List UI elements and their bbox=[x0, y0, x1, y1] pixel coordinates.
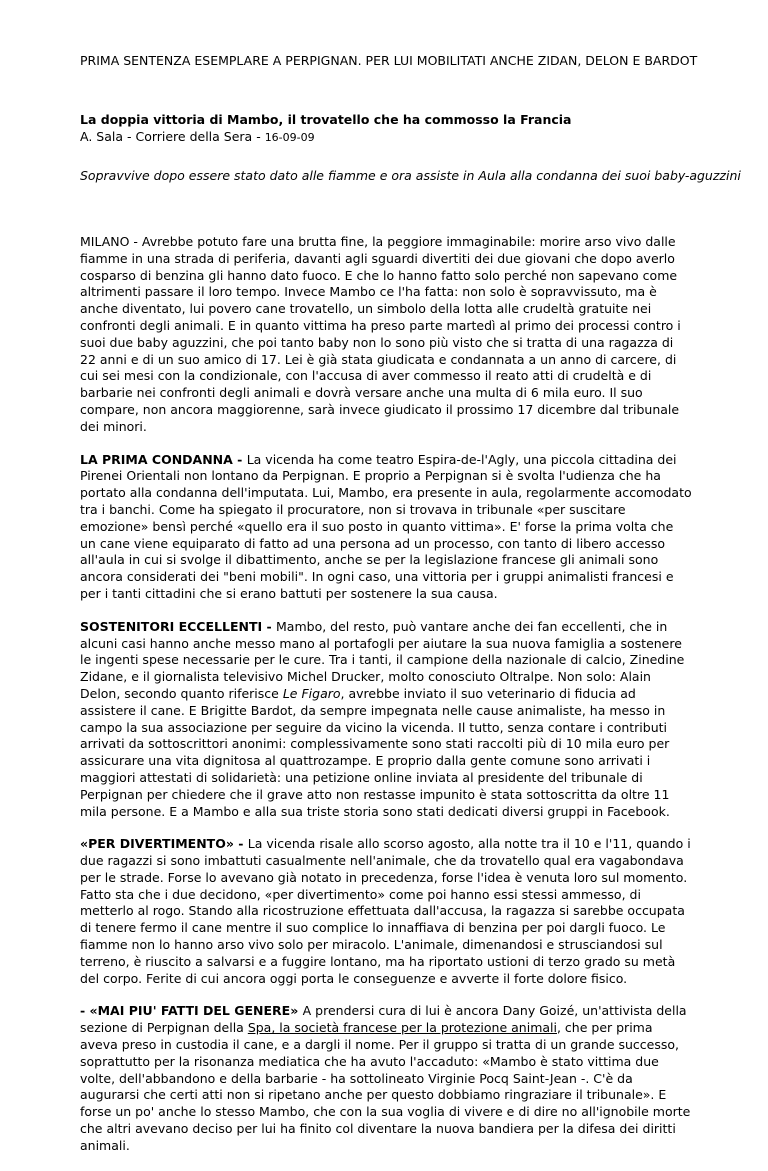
article-body bbox=[80, 234, 692, 1171]
publication-name: Le Figaro bbox=[282, 685, 341, 701]
article-title: La doppia vittoria di Mambo, il trovatello che ha commosso la Francia bbox=[80, 112, 572, 127]
paragraph-divertimento bbox=[80, 836, 692, 987]
paragraph-text: Mambo, del resto, può vantare anche dei fan eccellenti, che in alcuni casi hanno anche messo mano al portafogli per aiutare la sua nuova famiglia a sostenere le ingenti spese necessarie per le cure. Tra i tanti, il campione della nazionale di calcio, Zinedine Zidane, e il giornalista televisivo Michel Drucker, molto conosciuto Oltralpe. Non solo: Alain Delon, secondo quanto riferisce bbox=[80, 618, 685, 701]
byline-author: A. Sala - Corriere della Sera - bbox=[80, 129, 265, 144]
section-heading: - «MAI PIU' FATTI DEL GENERE» bbox=[80, 1003, 303, 1019]
paragraph-text: A prendersi cura di lui è ancora Dany Goizé, un'attivista della sezione di Perpignan della bbox=[80, 1003, 687, 1036]
paragraph-prima-condanna bbox=[80, 452, 692, 603]
paragraph-sostenitori bbox=[80, 619, 692, 821]
article-date: 16-09-09 bbox=[264, 131, 315, 144]
paragraph-mai-piu bbox=[80, 1003, 692, 1154]
spa-link[interactable]: Spa, la società francese per la protezione animali bbox=[247, 1020, 557, 1036]
section-heading: SOSTENITORI ECCELLENTI - bbox=[80, 618, 277, 634]
article-kicker: PRIMA SENTENZA ESEMPLARE A PERPIGNAN. PER LUI MOBILITATI ANCHE ZIDAN, DELON E BARDOT bbox=[80, 53, 698, 68]
paragraph-text: La vicenda ha come teatro Espira-de-l'Agly, una piccola cittadina dei Pirenei Orientali non lontano da Perpignan. E proprio a Perpignan si è svolta l'udienza che ha portato alla condanna dell'imputata. Lui, Mambo, era presente in aula, regolarmente accomodato tra i banchi. Come ha spiegato il procuratore, non si trovava in tribunale «per suscitare emozione» bensì perché «quello era il suo posto in quanto vittima». E' forse la prima volta che un cane viene equiparato di fatto ad una persona ad un processo, con tanto di libero accesso all'aula in cui si svolge il dibattimento, anche se per la legislazione francese gli animali sono ancora considerati dei "beni mobili". In ogni caso, una vittoria per i gruppi animalisti francesi e per i tanti cittadini che si erano battuti per sostenere la sua causa. bbox=[80, 451, 692, 601]
paragraph-intro: MILANO - Avrebbe potuto fare una brutta fine, la peggiore immaginabile: morire arso vivo dalle fiamme in una strada di periferia, davanti agli sguardi divertiti dei due giovani che dopo averlo cosparso di benzina gli hanno dato fuoco. E che lo hanno fatto solo perché non sapevano come altrimenti passare il loro tempo. Invece Mambo ce l'ha fatta: non solo è sopravvissuto, ma è anche diventato, lui povero cane trovatello, un simbolo della lotta alle crudeltà gratuite nei confronti degli animali. E in quanto vittima ha preso parte martedì al primo dei processi contro i suoi due baby aguzzini, che poi tanto baby non lo sono più visto che si tratta di una ragazza di 22 anni e di un suo amico di 17. Lei è già stata giudicata e condannata a un anno di carcere, di cui sei mesi con la condizionale, con l'accusa di aver commesso il reato atti di crudeltà e di barbarie nei confronti degli animali e dovrà versare anche una multa di 6 mila euro. Il suo compare, non ancora maggiorenne, sarà invece giudicato il prossimo 17 dicembre dal tribunale dei minori. bbox=[80, 234, 681, 434]
section-heading: «PER DIVERTIMENTO» - bbox=[80, 836, 248, 852]
paragraph-text: La vicenda risale allo scorso agosto, alla notte tra il 10 e l'11, quando i due ragazzi si sono imbattuti casualmente nell'animale, che da trovatello qual era vagabondava per le strade. Forse lo avevano già notato in precedenza, forse l'idea è venuta loro sul momento. Fatto sta che i due decidono, «per divertimento» come poi hanno essi stessi ammesso, di metterlo al rogo. Stando alla ricostruzione effettuata dall'accusa, la ragazza si sarebbe occupata di tenere fermo il cane mentre il suo complice lo innaffiava di benzina per poi dargli fuoco. Le fiamme non lo hanno arso vivo solo per miracolo. L'animale, dimenandosi e strusciandosi sul terreno, è riuscito a salvarsi e a fuggire lontano, ma ha riportato ustioni di terzo grado su metà del corpo. Ferite di cui ancora oggi porta le conseguenze e avverte il forte dolore fisico. bbox=[80, 836, 691, 986]
article-subtitle: Sopravvive dopo essere stato dato alle fiamme e ora assiste in Aula alla condanna dei suoi baby-aguzzini bbox=[80, 168, 741, 183]
article-byline bbox=[80, 129, 315, 147]
paragraph-text: , avrebbe inviato il suo veterinario di fiducia ad assistere il cane. E Brigitte Bardot, da sempre impegnata nelle cause animaliste, ha messo in campo la sua associazione per seguire da vicino la vicenda. Il tutto, senza contare i contributi arrivati da sottoscrittori anonimi: complessivamente sono stati raccolti più di 10 mila euro per assicurare una vita dignitosa al quattrozampe. E proprio dalla gente comune sono arrivati i maggiori attestati di solidarietà: una petizione online inviata al presidente del tribunale di Perpignan per chiedere che il grave atto non restasse impunito è stata sottoscritta da oltre 11 mila persone. E a Mambo e alla sua triste storia sono stati dedicati diversi gruppi in Facebook. bbox=[80, 685, 670, 819]
paragraph-text: , che per prima aveva preso in custodia il cane, e a dargli il nome. Per il gruppo si tratta di un grande successo, soprattutto per la risonanza mediatica che ha avuto l'accaduto: «Mambo è stato vittima due volte, dell'abbandono e della barbarie - ha sottolineato Virginie Pocq Saint-Jean -. C'è da augurarsi che certi atti non si ripetano anche per questo dobbiamo ringraziare il tribunale». E forse un po' anche lo stesso Mambo, che con la sua voglia di vivere e di dire no all'ignobile morte che altri avevano deciso per lui ha finito col diventare la nuova bandiera per la difesa dei diritti animali. bbox=[80, 1020, 691, 1153]
section-heading: LA PRIMA CONDANNA - bbox=[80, 451, 247, 467]
